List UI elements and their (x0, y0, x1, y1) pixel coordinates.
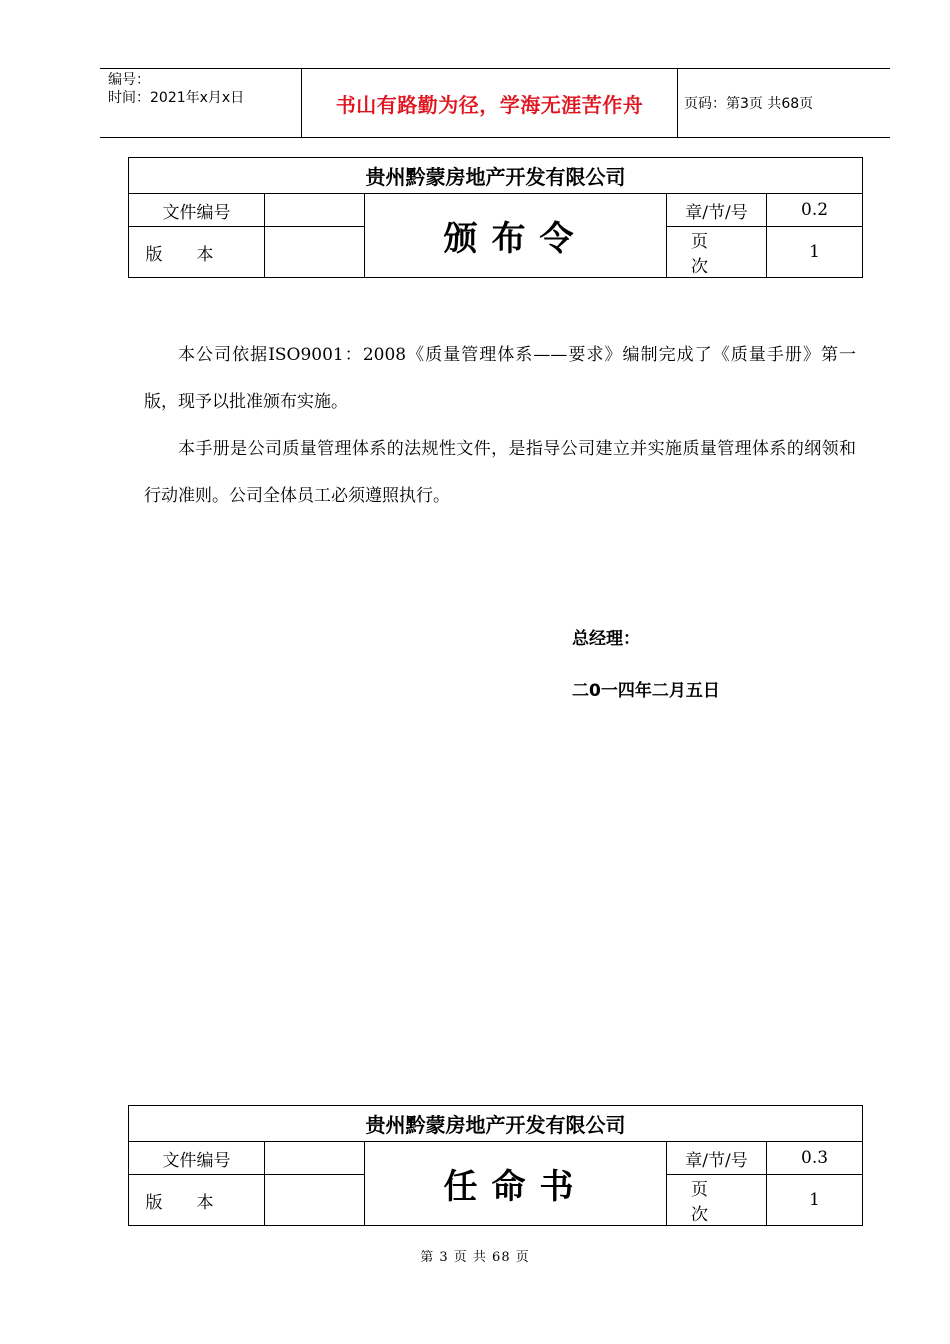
chapter-label: 章/节/号 (667, 194, 767, 227)
doc-time-label: 时间：2021年x月x日 (108, 90, 245, 106)
header-meta (108, 71, 244, 107)
version-value (265, 227, 365, 278)
doc-number-label: 文件编号 (129, 194, 265, 227)
page-count-label: 页次 (667, 1175, 767, 1226)
page-count-value: 1 (767, 227, 863, 278)
header-motto: 书山有路勤为径，学海无涯苦作舟 (335, 92, 644, 117)
signature-role: 总经理： (572, 629, 640, 649)
doc-number-value (265, 1142, 365, 1175)
body-paragraph: 本公司依据ISO9001：2008《质量管理体系——要求》编制完成了《质量手册》第一版，现予以批准颁布实施。 (144, 345, 856, 412)
chapter-label: 章/节/号 (667, 1142, 767, 1175)
header-divider (677, 69, 678, 137)
page-count-value: 1 (767, 1175, 863, 1226)
company-name: 贵州黔蒙房地产开发有限公司 (129, 158, 863, 194)
document-control-table-1 (128, 157, 863, 278)
signature-date: 二0一四年二月五日 (572, 681, 720, 701)
header-page-info: 页码：第3页 共68页 (684, 96, 814, 112)
body-paragraph: 本手册是公司质量管理体系的法规性文件，是指导公司建立并实施质量管理体系的纲领和行动准则。公司全体员工必须遵照执行。 (144, 439, 856, 506)
company-name: 贵州黔蒙房地产开发有限公司 (129, 1106, 863, 1142)
decree-body (144, 332, 856, 520)
doc-number-value (265, 194, 365, 227)
document-title: 任命书 (365, 1142, 667, 1226)
document-control-table-2 (128, 1105, 863, 1226)
document-title: 颁布令 (365, 194, 667, 278)
doc-number-label: 文件编号 (129, 1142, 265, 1175)
chapter-value: 0.2 (767, 194, 863, 227)
version-label: 版本 (129, 1175, 265, 1226)
page-header (100, 68, 890, 138)
doc-code-label: 编号： (108, 72, 150, 88)
version-value (265, 1175, 365, 1226)
chapter-value: 0.3 (767, 1142, 863, 1175)
page-count-label: 页次 (667, 227, 767, 278)
page-footer: 第 3 页 共 68 页 (420, 1250, 530, 1265)
version-label: 版本 (129, 227, 265, 278)
